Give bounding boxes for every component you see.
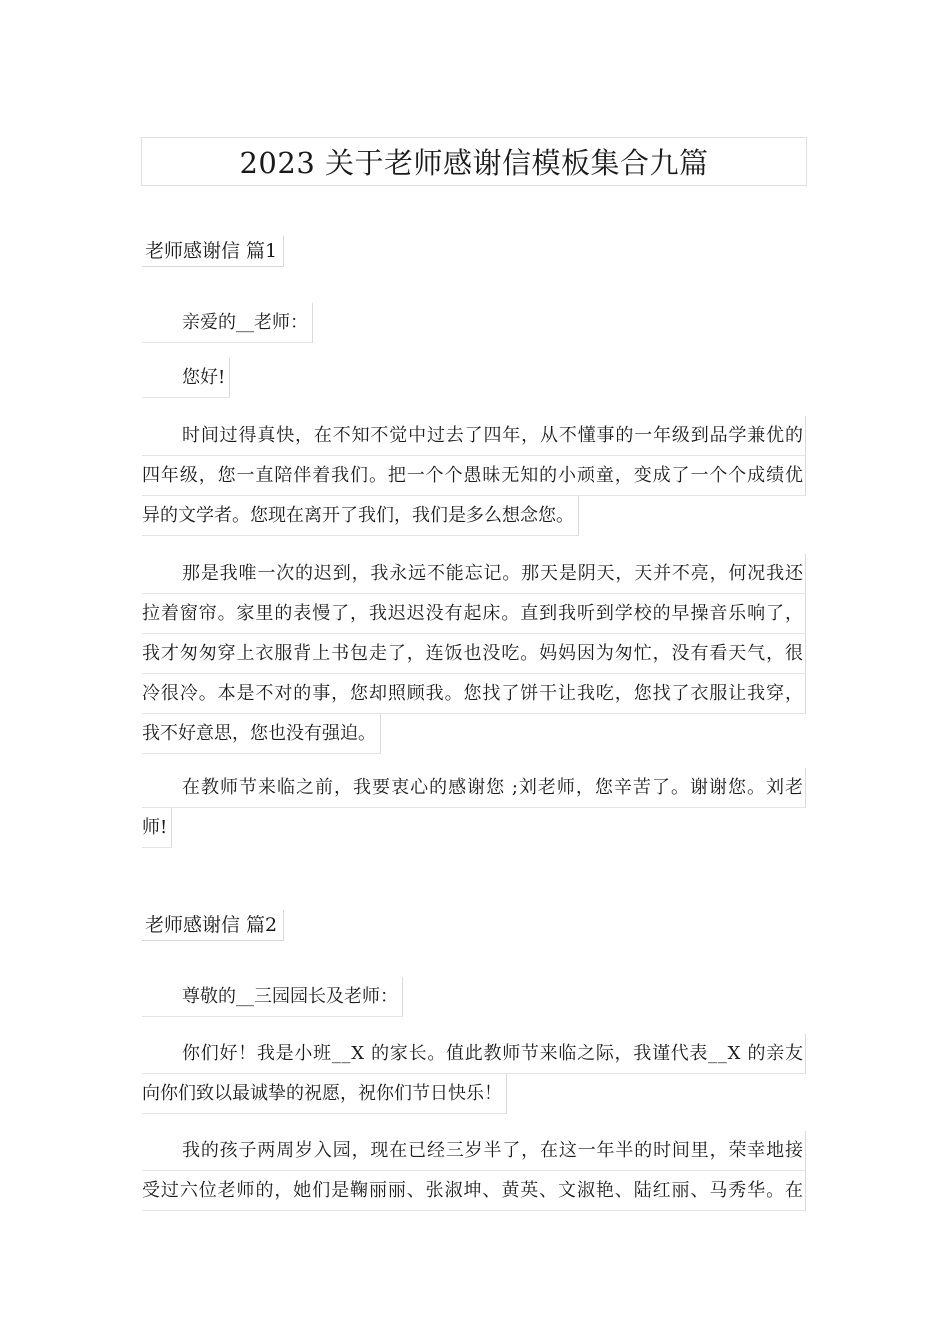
paragraph-1-3	[142, 768, 806, 848]
greeting-line: 您好!	[142, 358, 230, 398]
paragraph-line: 你们好！我是小班__X 的家长。值此教师节来临之际，我谨代表__X 的亲友	[142, 1034, 806, 1074]
paragraph-line: 师!	[142, 808, 172, 848]
paragraph-line: 向你们致以最诚挚的祝愿，祝你们节日快乐！	[142, 1074, 507, 1114]
salutation-line: 尊敬的__三园园长及老师：	[142, 977, 403, 1017]
paragraph-line: 在教师节来临之前，我要衷心的感谢您 ;刘老师，您辛苦了。谢谢您。刘老	[142, 768, 806, 808]
paragraph-line: 受过六位老师的，她们是鞠丽丽、张淑坤、黄英、文淑艳、陆红丽、马秀华。在	[142, 1171, 806, 1211]
paragraph-2-1	[142, 1034, 806, 1114]
salutation-line: 亲爱的__老师：	[142, 303, 313, 343]
paragraph-line: 我不好意思，您也没有强迫。	[142, 714, 381, 754]
salutation-1	[142, 303, 806, 343]
paragraph-line: 四年级，您一直陪伴着我们。把一个个愚昧无知的小顽童，变成了一个个成绩优	[142, 456, 806, 496]
paragraph-line: 拉着窗帘。家里的表慢了，我迟迟没有起床。直到我听到学校的早操音乐响了，	[142, 594, 806, 634]
paragraph-line: 我的孩子两周岁入园，现在已经三岁半了，在这一年半的时间里，荣幸地接	[142, 1131, 806, 1171]
paragraph-line: 异的文学者。您现在离开了我们，我们是多么想念您。	[142, 496, 579, 536]
section-heading-2: 老师感谢信 篇2	[142, 910, 284, 941]
document-title: 2023 关于老师感谢信模板集合九篇	[141, 137, 807, 186]
paragraph-line: 那是我唯一次的迟到，我永远不能忘记。那天是阴天，天并不亮，何况我还	[142, 554, 806, 594]
paragraph-line: 时间过得真快，在不知不觉中过去了四年，从不懂事的一年级到品学兼优的	[142, 416, 806, 456]
paragraph-line: 冷很冷。本是不对的事，您却照顾我。您找了饼干让我吃，您找了衣服让我穿，	[142, 674, 806, 714]
paragraph-1-2	[142, 554, 806, 754]
paragraph-line: 我才匆匆穿上衣服背上书包走了，连饭也没吃。妈妈因为匆忙，没有看天气，很	[142, 634, 806, 674]
paragraph-1-1	[142, 416, 806, 536]
salutation-2	[142, 977, 806, 1017]
paragraph-2-2	[142, 1131, 806, 1211]
greeting-1	[142, 358, 806, 398]
section-heading-1: 老师感谢信 篇1	[142, 236, 284, 267]
